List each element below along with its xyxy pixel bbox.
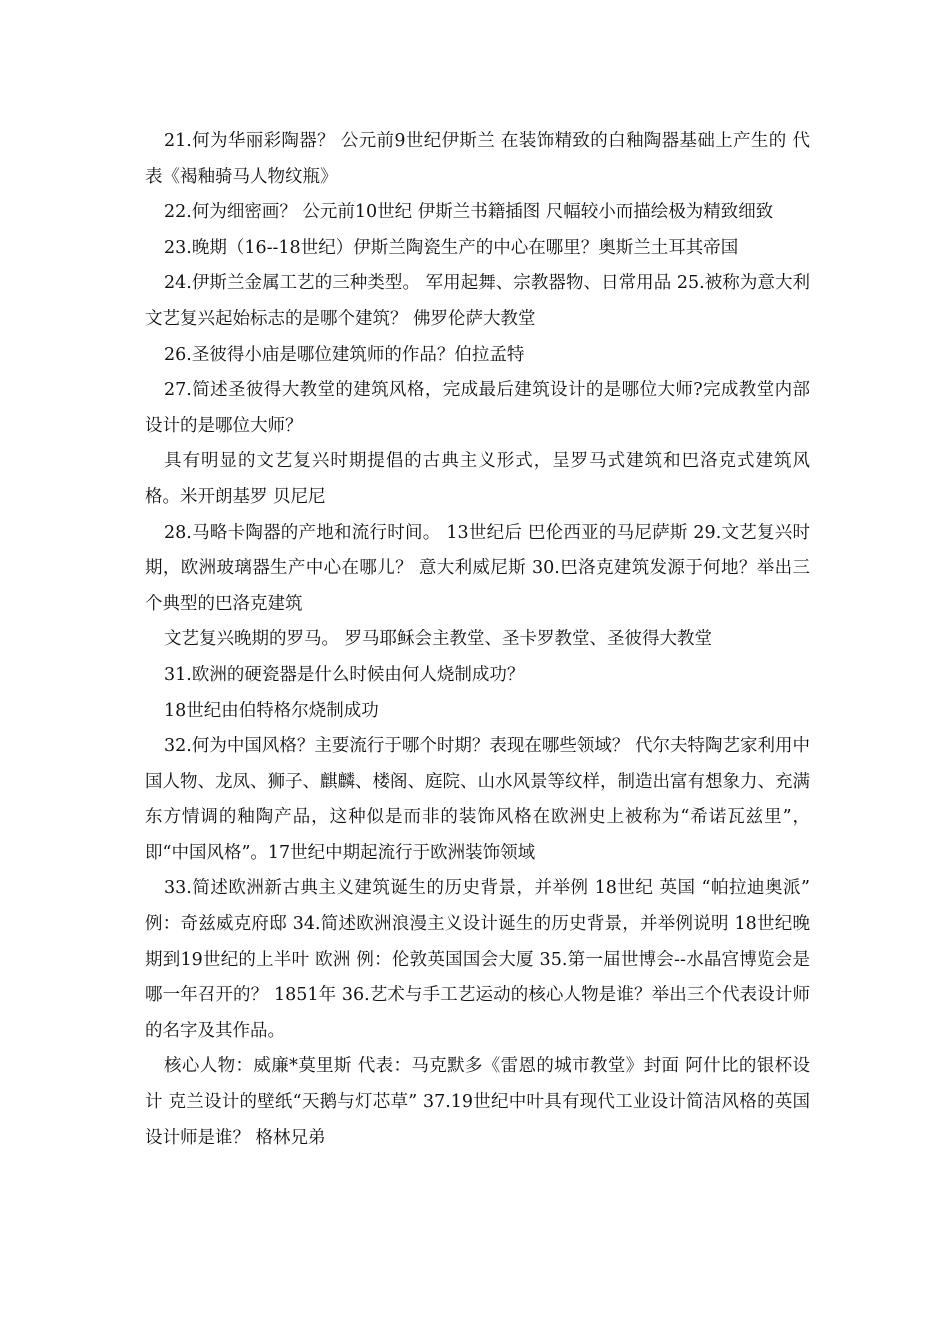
paragraph-q31-answer: 18世纪由伯特格尔烧制成功 <box>164 700 379 721</box>
paragraph-q33-q36: 33.简述欧洲新古典主义建筑诞生的历史背景，并举例 18世纪 英国 “帕拉迪奥派” 例：奇兹威克府邸 34.简述欧洲浪漫主义设计诞生的历史背景，并举例说明 18世纪晚期到19世纪的上半叶 欧洲 例：伦敦英国国会大厦 35.第一届世博会--水晶宫博览会是哪一年召开的？ 1851年 36.艺术与手工艺运动的核心人物是谁？举出三个代表设计师的名字及其作品。 <box>145 878 810 1041</box>
paragraph-q22: 22.何为细密画？ 公元前10世纪 伊斯兰书籍插图 尺幅较小而描绘极为精致细致 <box>164 202 774 223</box>
paragraph-q30-answer: 文艺复兴晚期的罗马。 罗马耶稣会主教堂、圣卡罗教堂、圣彼得大教堂 <box>164 629 713 650</box>
paragraph-q26: 26.圣彼得小庙是哪位建筑师的作品？伯拉孟特 <box>164 344 525 365</box>
paragraph-q36-answer-q37: 核心人物：威廉*莫里斯 代表：马克默多《雷恩的城市教堂》封面 阿什比的银杯设计 克兰设计的壁纸“天鹅与灯芯草” 37.19世纪中叶具有现代工业设计简洁风格的英国设计师是谁？ 格林兄弟 <box>145 1056 810 1148</box>
paragraph-q21: 21.何为华丽彩陶器？ 公元前9世纪伊斯兰 在装饰精致的白釉陶器基础上产生的 代表《褐釉骑马人物纹瓶》 <box>145 131 810 187</box>
paragraph-q24-q25: 24.伊斯兰金属工艺的三种类型。 军用起舞、宗教器物、日常用品 25.被称为意大利文艺复兴起始标志的是哪个建筑？ 佛罗伦萨大教堂 <box>145 273 810 329</box>
paragraph-q32: 32.何为中国风格？主要流行于哪个时期？表现在哪些领域？ 代尔夫特陶艺家利用中国人物、龙凤、狮子、麒麟、楼阁、庭院、山水风景等纹样，制造出富有想象力、充满东方情调的釉陶产品，这种似是而非的装饰风格在欧洲史上被称为“希诺瓦兹里”，即“中国风格”。17世纪中期起流行于欧洲装饰领域 <box>145 736 810 863</box>
paragraph-q27-answer: 具有明显的文艺复兴时期提倡的古典主义形式，呈罗马式建筑和巴洛克式建筑风格。米开朗基罗 贝尼尼 <box>145 451 810 507</box>
paragraph-q27: 27.简述圣彼得大教堂的建筑风格，完成最后建筑设计的是哪位大师?完成教堂内部设计的是哪位大师？ <box>145 380 810 436</box>
paragraph-q23: 23.晚期（16--18世纪）伊斯兰陶瓷生产的中心在哪里？奥斯兰土耳其帝国 <box>164 237 739 258</box>
paragraph-q31: 31.欧洲的硬瓷器是什么时候由何人烧制成功？ <box>164 664 525 685</box>
paragraph-q28-q30: 28.马略卡陶器的产地和流行时间。 13世纪后 巴伦西亚的马尼萨斯 29.文艺复兴时期，欧洲玻璃器生产中心在哪儿？ 意大利威尼斯 30.巴洛克建筑发源于何地？举出三个典型的巴洛克建筑 <box>145 522 810 614</box>
document-body <box>145 124 810 1156</box>
